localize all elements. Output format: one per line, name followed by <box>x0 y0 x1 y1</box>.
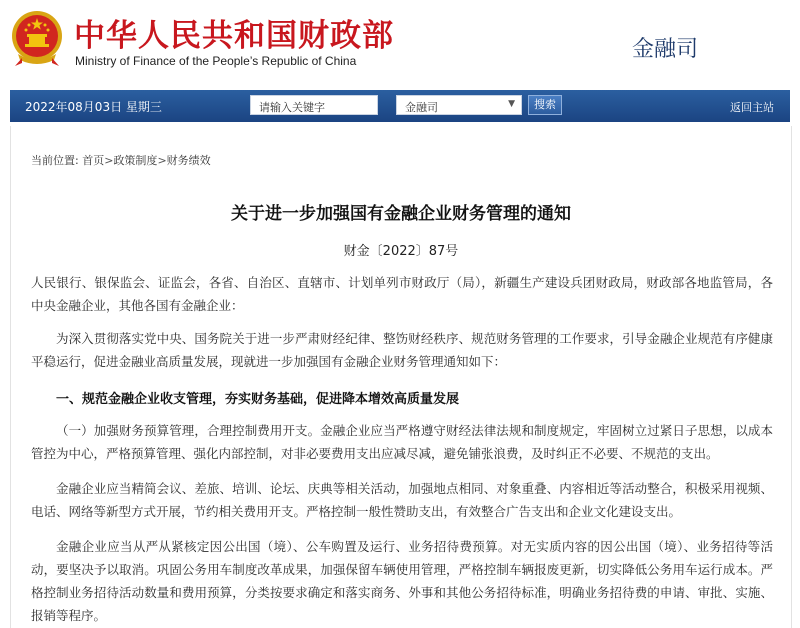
addressee-paragraph: 人民银行、银保监会、证监会，各省、自治区、直辖市、计划单列市财政厅（局），新疆生产建设兵团财政局，财政部各地监管局，各中央金融企业，其他各国有金融企业： <box>31 275 773 313</box>
article-content <box>10 126 792 628</box>
breadcrumb-label: 当前位置: <box>31 154 79 167</box>
body-paragraph-2: 金融企业应当精简会议、差旅、培训、论坛、庆典等相关活动，加强地点相同、对象重叠、内容相近等活动整合，积极采用视频、电话、网络等新型方式开展，节约相关费用开支。严格控制一般性赞助支出，有效整合广告支出和企业文化建设支出。 <box>31 481 773 519</box>
national-emblem-icon <box>10 8 64 68</box>
current-date: 2022年08月03日 星期三 <box>25 100 162 114</box>
document-number: 财金〔2022〕87号 <box>343 244 459 259</box>
search-input[interactable]: 请输入关键字 <box>250 95 378 115</box>
return-home-link[interactable]: 返回主站 <box>730 101 774 114</box>
department-name: 金融司 <box>632 37 699 62</box>
site-title: 中华人民共和国财政部 <box>74 18 394 54</box>
breadcrumb: 当前位置: 首页>政策制度>财务绩效 <box>31 154 211 167</box>
page-title: 关于进一步加强国有金融企业财务管理的通知 <box>231 204 571 224</box>
breadcrumb-item-home[interactable]: 首页 <box>82 154 105 167</box>
breadcrumb-item-finance[interactable]: 财务绩效 <box>166 154 211 167</box>
chevron-down-icon: ▼ <box>508 99 515 109</box>
search-button[interactable]: 搜索 <box>528 95 562 115</box>
body-paragraph-3: 金融企业应当从严从紧核定因公出国（境）、公车购置及运行、业务招待费预算。对无实质内容的因公出国（境）、业务招待等活动，要坚决予以取消。巩固公务用车制度改革成果，加强保留车辆使用管理，严格控制车辆报废更新，切实降低公务用车运行成本。严格控制业务招待活动数量和费用预算，分类按要求确定和落实商务、外事和其他公务招待标准，明确业务招待费的申请、审批、实施、报销等程序。 <box>31 539 773 623</box>
breadcrumb-item-policy[interactable]: 政策制度 <box>113 154 158 167</box>
site-title-english: Ministry of Finance of the People’s Republic of China <box>75 54 357 68</box>
section-heading: 一、规范金融企业收支管理，夯实财务基础，促进降本增效高质量发展 <box>56 392 460 407</box>
search-scope-select[interactable] <box>396 95 522 115</box>
nav-bar <box>10 90 790 122</box>
search-scope-value: 金融司 <box>405 101 438 114</box>
intro-paragraph: 为深入贯彻落实党中央、国务院关于进一步严肃财经纪律、整饬财经秩序、规范财务管理的工作要求，引导金融企业规范有序健康平稳运行，促进金融业高质量发展，现就进一步加强国有金融企业财务管理通知如下： <box>31 331 773 369</box>
body-paragraph-1: （一）加强财务预算管理，合理控制费用开支。金融企业应当严格遵守财经法律法规和制度规定，牢固树立过紧日子思想，以成本管控为中心，严格预算管理、强化内部控制，对非必要费用支出应减尽减，避免铺张浪费，及时纠正不必要、不规范的支出。 <box>31 423 773 461</box>
site-header <box>0 0 800 88</box>
